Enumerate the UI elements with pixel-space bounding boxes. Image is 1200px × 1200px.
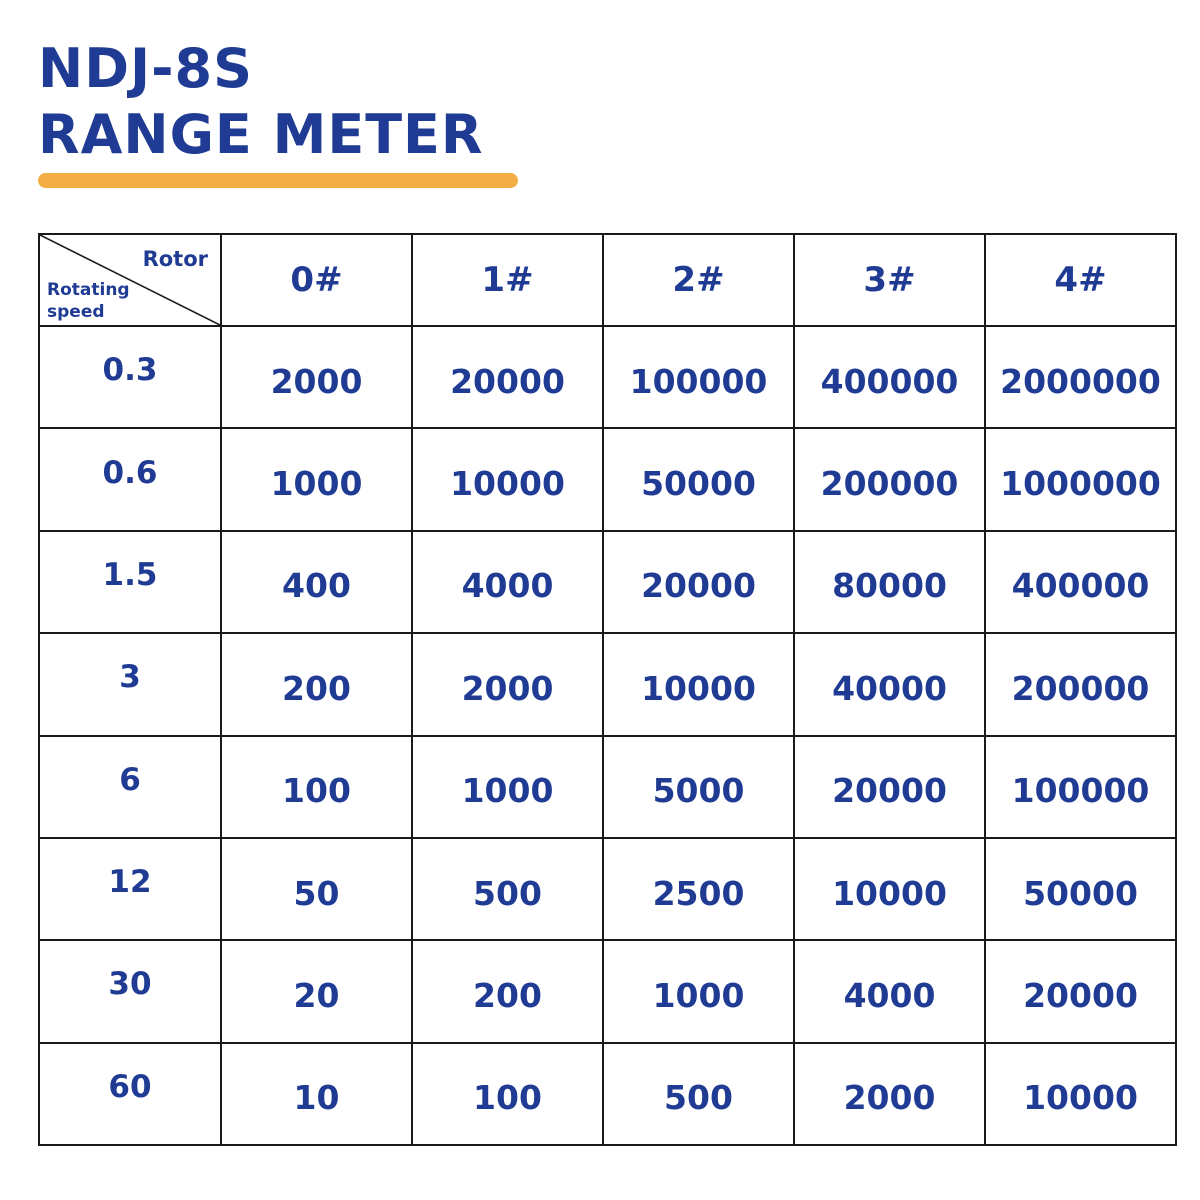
value-cell: 200 (221, 633, 412, 735)
value-cell: 4000 (794, 940, 985, 1042)
value-cell: 4000 (412, 531, 603, 633)
speed-cell: 6 (39, 736, 221, 838)
rotor-header-1: 1# (412, 234, 603, 326)
rotor-header-3: 3# (794, 234, 985, 326)
table-row (39, 633, 1176, 735)
range-table (38, 233, 1177, 1146)
value-cell: 5000 (603, 736, 794, 838)
value-cell: 500 (603, 1043, 794, 1145)
value-cell: 10000 (412, 428, 603, 530)
table-row (39, 428, 1176, 530)
speed-cell: 12 (39, 838, 221, 940)
speed-cell: 0.3 (39, 326, 221, 428)
value-cell: 1000000 (985, 428, 1176, 530)
value-cell: 400 (221, 531, 412, 633)
value-cell: 50000 (985, 838, 1176, 940)
page-title (38, 36, 484, 168)
value-cell: 50000 (603, 428, 794, 530)
value-cell: 20000 (603, 531, 794, 633)
value-cell: 20000 (412, 326, 603, 428)
value-cell: 2500 (603, 838, 794, 940)
rotor-header-2: 2# (603, 234, 794, 326)
value-cell: 40000 (794, 633, 985, 735)
value-cell: 20 (221, 940, 412, 1042)
speed-cell: 1.5 (39, 531, 221, 633)
value-cell: 500 (412, 838, 603, 940)
title-subtitle: RANGE METER (38, 103, 484, 166)
speed-cell: 60 (39, 1043, 221, 1145)
value-cell: 10000 (603, 633, 794, 735)
table-row (39, 838, 1176, 940)
corner-rotor-label: Rotor (142, 247, 208, 271)
value-cell: 10000 (985, 1043, 1176, 1145)
table-row (39, 940, 1176, 1042)
value-cell: 20000 (985, 940, 1176, 1042)
value-cell: 100000 (603, 326, 794, 428)
speed-cell: 30 (39, 940, 221, 1042)
value-cell: 10000 (794, 838, 985, 940)
table-header-row (39, 234, 1176, 326)
value-cell: 400000 (794, 326, 985, 428)
table-row (39, 736, 1176, 838)
title-underline-bar (38, 173, 518, 188)
speed-cell: 3 (39, 633, 221, 735)
table-row (39, 531, 1176, 633)
speed-cell: 0.6 (39, 428, 221, 530)
value-cell: 20000 (794, 736, 985, 838)
value-cell: 100000 (985, 736, 1176, 838)
value-cell: 400000 (985, 531, 1176, 633)
table-row (39, 1043, 1176, 1145)
rotor-header-4: 4# (985, 234, 1176, 326)
value-cell: 50 (221, 838, 412, 940)
value-cell: 80000 (794, 531, 985, 633)
value-cell: 1000 (412, 736, 603, 838)
value-cell: 200000 (985, 633, 1176, 735)
value-cell: 200000 (794, 428, 985, 530)
corner-speed-label-line2: speed (47, 302, 105, 322)
corner-speed-label (47, 279, 130, 323)
value-cell: 2000000 (985, 326, 1176, 428)
corner-speed-label-line1: Rotating (47, 280, 130, 300)
value-cell: 2000 (412, 633, 603, 735)
value-cell: 10 (221, 1043, 412, 1145)
value-cell: 100 (221, 736, 412, 838)
value-cell: 100 (412, 1043, 603, 1145)
title-model: NDJ-8S (38, 37, 253, 100)
table-row (39, 326, 1176, 428)
value-cell: 1000 (221, 428, 412, 530)
corner-header-cell (39, 234, 221, 326)
value-cell: 2000 (221, 326, 412, 428)
rotor-header-0: 0# (221, 234, 412, 326)
value-cell: 1000 (603, 940, 794, 1042)
value-cell: 2000 (794, 1043, 985, 1145)
value-cell: 200 (412, 940, 603, 1042)
